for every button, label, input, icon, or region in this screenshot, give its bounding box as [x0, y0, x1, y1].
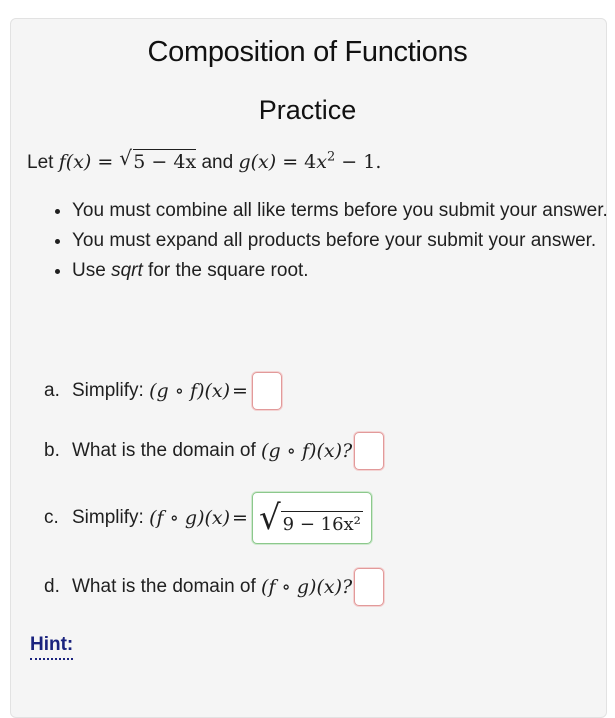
rule-item: • You must combine all like terms before you submit your answer.	[72, 196, 612, 226]
answer-input-c[interactable]	[252, 492, 372, 544]
part-expression: (g ∘ f)(x)	[149, 380, 231, 402]
part-expression: (f ∘ g)(x)	[149, 507, 231, 529]
answer-input-d[interactable]	[354, 568, 384, 606]
f-definition: f(x) = √ 5 − 4x	[58, 146, 197, 173]
part-prompt: Simplify:	[72, 507, 144, 528]
answer-value: 9 − 16x²	[281, 511, 363, 535]
part-b	[44, 432, 384, 470]
part-expression: (g ∘ f)(x)?	[261, 440, 353, 462]
rules-list	[40, 196, 612, 286]
hint-link[interactable]: Hint:	[30, 634, 73, 660]
page-subtitle: Practice	[258, 95, 357, 125]
answer-input-b[interactable]	[354, 432, 384, 470]
part-a	[44, 372, 282, 410]
part-letter: c.	[44, 507, 59, 528]
sqrt-icon: √ 9 − 16x²	[258, 498, 361, 538]
page-title: Composition of Functions	[147, 36, 468, 68]
problem-and: and	[201, 152, 234, 173]
rule-item: • Use sqrt for the square root.	[72, 256, 612, 286]
part-letter: b.	[44, 440, 60, 461]
part-expression: (f ∘ g)(x)?	[261, 576, 353, 598]
rule-item: • You must expand all products before your submit your answer.	[72, 226, 612, 256]
answer-input-a[interactable]	[252, 372, 282, 410]
g-definition: $g(x) = 4x^2 - 1$.	[238, 149, 382, 173]
part-prompt: What is the domain of	[72, 576, 256, 597]
part-d	[44, 568, 384, 606]
part-prompt: What is the domain of	[72, 440, 256, 461]
part-c	[44, 492, 372, 544]
problem-statement	[27, 146, 382, 174]
part-letter: d.	[44, 576, 60, 597]
equals-sign: =	[232, 507, 248, 529]
part-prompt: Simplify:	[72, 380, 144, 401]
problem-intro: Let	[27, 152, 54, 173]
equals-sign: =	[232, 380, 248, 402]
part-letter: a.	[44, 380, 60, 401]
